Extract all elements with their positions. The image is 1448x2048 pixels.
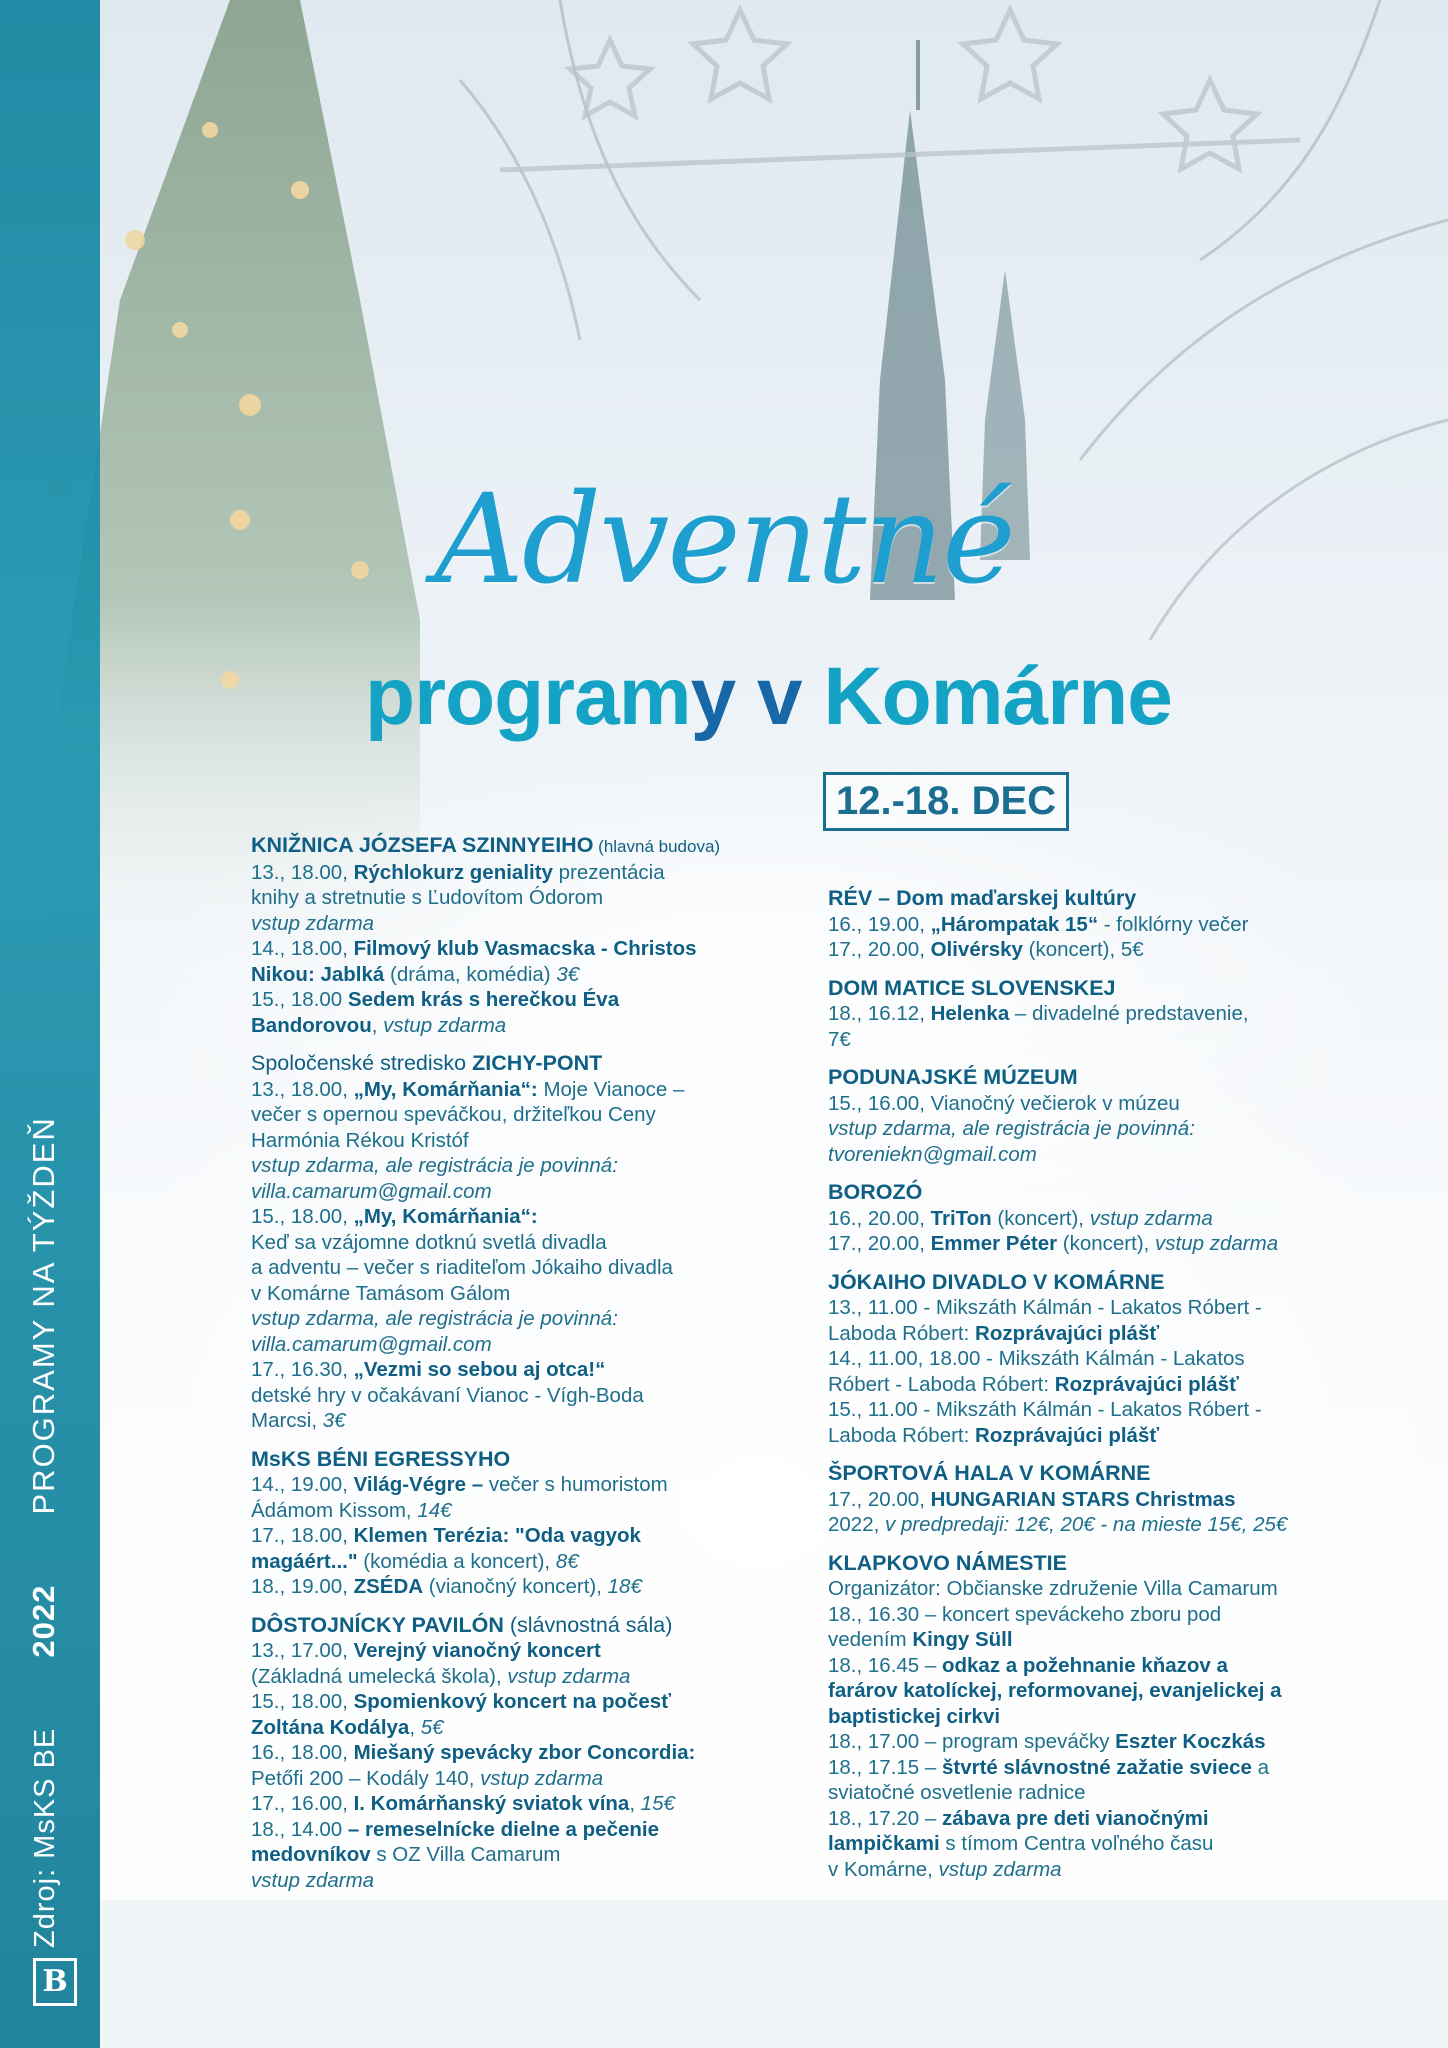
event-text: s tímom Centra voľného času	[939, 1832, 1214, 1855]
event-title: Rýchlokurz geniality	[353, 860, 553, 884]
event-line	[828, 1116, 1348, 1142]
venue-name: BOROZÓ	[828, 1180, 923, 1204]
event-line	[251, 1791, 791, 1817]
event-text: 14., 19.00,	[251, 1473, 354, 1496]
event-title: odkaz a požehnanie kňazov a	[941, 1653, 1228, 1677]
venue-block	[251, 1051, 791, 1434]
venue-block	[828, 1461, 1348, 1538]
event-text: Laboda Róbert:	[828, 1423, 976, 1447]
event-note: vstup zdarma	[938, 1857, 1062, 1881]
event-text: vedením	[828, 1628, 913, 1651]
event-line	[251, 1153, 791, 1179]
event-line	[828, 1001, 1348, 1027]
event-text: ,	[371, 1013, 384, 1037]
msks-logo: B	[33, 1958, 77, 2006]
event-line	[251, 1549, 791, 1575]
venue-name: KNIŽNICA JÓZSEFA SZINNYEIHO	[251, 833, 594, 857]
event-note: vstup zdarma, ale registrácia je povinná:	[251, 1307, 618, 1330]
event-line	[251, 1689, 791, 1715]
venue-block	[828, 886, 1348, 963]
event-text: Moje Vianoce –	[537, 1077, 685, 1101]
event-title: medovníkov	[251, 1843, 371, 1866]
subtitle-part: Komárne	[823, 651, 1172, 742]
event-text: 2022,	[828, 1513, 885, 1536]
venue-name: MsKS BÉNI EGRESSYHO	[251, 1446, 511, 1471]
event-title: štvrté slávnostné zažatie sviece	[941, 1755, 1252, 1779]
event-note: vstup zdarma, ale registrácia je povinná:	[251, 1154, 618, 1177]
event-line	[828, 1295, 1348, 1321]
event-text: 18., 16.30 – koncert speváckeho zboru pod	[828, 1602, 1222, 1626]
event-text: 17., 16.00,	[251, 1792, 354, 1815]
event-text: 16., 18.00,	[251, 1741, 354, 1764]
event-line	[828, 1423, 1348, 1449]
event-line	[828, 1678, 1348, 1704]
event-note: 15€	[640, 1792, 675, 1815]
event-note: 3€	[556, 962, 580, 986]
event-text: 18., 17.20 –	[828, 1806, 942, 1830]
event-title: farárov katolíckej, reformovanej, evanjelickej a	[828, 1679, 1282, 1702]
event-line	[828, 1602, 1348, 1628]
event-line	[251, 1638, 791, 1664]
venue-heading-prefix: Spoločenské stredisko	[251, 1051, 473, 1075]
venue-block	[251, 1613, 791, 1894]
event-line	[251, 1472, 791, 1498]
event-note: 5€	[420, 1715, 444, 1739]
event-text: 15., 16.00, Vianočný večierok v múzeu	[828, 1091, 1180, 1115]
event-note: villa.camarum@gmail.com	[251, 1332, 492, 1356]
event-title: Világ-Végre –	[353, 1473, 484, 1496]
event-text: (koncert),	[1057, 1232, 1156, 1255]
event-line	[828, 1397, 1348, 1423]
event-line	[828, 1653, 1348, 1679]
event-line	[828, 1576, 1348, 1602]
event-line	[251, 1281, 791, 1307]
event-text: večer s humoristom	[483, 1473, 668, 1496]
event-note: vstup zdarma	[383, 1013, 507, 1037]
event-title: Nikou: Jablká	[251, 962, 385, 986]
event-title: „My, Komárňania“:	[353, 1077, 538, 1101]
event-text: ,	[409, 1715, 421, 1739]
event-line	[828, 1831, 1348, 1857]
event-line	[828, 1627, 1348, 1653]
event-text: 15., 11.00 - Mikszáth Kálmán - Lakatos Róbert -	[828, 1398, 1262, 1421]
event-line	[828, 1321, 1348, 1347]
event-text: v Komárne,	[828, 1857, 939, 1881]
event-line	[251, 1204, 791, 1230]
event-title: I. Komárňanský sviatok vína	[353, 1792, 630, 1815]
event-text: 17., 20.00,	[828, 938, 931, 961]
event-title: Rozprávajúci plášť	[975, 1423, 1160, 1447]
event-text: (Základná umelecká škola),	[251, 1664, 508, 1688]
venue-heading	[251, 833, 791, 860]
event-title: zábava pre deti vianočnými	[941, 1806, 1209, 1830]
event-text: 16., 19.00,	[828, 912, 931, 936]
event-text: 18., 17.15 –	[828, 1755, 942, 1779]
year-label: 2022	[26, 1584, 61, 1658]
event-line	[251, 962, 791, 988]
subtitle-part: program	[365, 651, 691, 742]
event-text: sviatočné osvetlenie radnice	[828, 1781, 1086, 1804]
event-title: ZSÉDA	[353, 1575, 424, 1598]
event-line	[828, 1142, 1348, 1168]
event-title: – remeselnícke dielne a pečenie	[347, 1817, 659, 1841]
event-line	[251, 1013, 791, 1039]
event-line	[251, 1715, 791, 1741]
event-line	[251, 1664, 791, 1690]
event-line	[251, 987, 791, 1013]
venue-name: RÉV – Dom maďarskej kultúry	[828, 886, 1137, 910]
event-text: Organizátor: Občianske združenie Villa Camarum	[828, 1577, 1278, 1600]
event-text: 13., 18.00,	[251, 860, 354, 884]
event-title: Spomienkový koncert na počesť	[353, 1690, 672, 1713]
date-range-box: 12.-18. DEC	[823, 772, 1069, 831]
event-title: Helenka	[930, 1002, 1010, 1025]
event-text: večer s opernou speváčkou, držiteľkou Ceny	[251, 1103, 656, 1126]
event-title: lampičkami	[828, 1832, 940, 1855]
sidebar-caption	[26, 1116, 62, 1948]
event-line	[828, 1027, 1348, 1053]
event-text: 18., 19.00,	[251, 1575, 354, 1598]
event-line	[828, 1780, 1348, 1806]
venue-block	[828, 976, 1348, 1053]
event-text: Laboda Róbert:	[828, 1321, 976, 1345]
event-text: ,	[629, 1792, 641, 1815]
event-text: v Komárne Tamásom Gálom	[251, 1281, 511, 1305]
event-text: 15., 18.00,	[251, 1205, 354, 1228]
event-line	[251, 885, 791, 911]
event-text: 18., 16.45 –	[828, 1653, 942, 1677]
left-column	[251, 833, 791, 1906]
event-note: vstup zdarma	[1155, 1232, 1279, 1255]
event-title: Klemen Terézia: "Oda vagyok	[353, 1524, 641, 1547]
event-text: 13., 11.00 - Mikszáth Kálmán - Lakatos Róbert -	[828, 1296, 1262, 1319]
event-title: HUNGARIAN STARS Christmas	[930, 1487, 1236, 1511]
venue-name: DOM MATICE SLOVENSKEJ	[828, 975, 1116, 1000]
event-text: (komédia a koncert),	[357, 1549, 556, 1573]
venue-name: KLAPKOVO NÁMESTIE	[828, 1550, 1067, 1575]
event-line	[828, 1231, 1348, 1257]
event-line	[251, 1408, 791, 1434]
right-column	[828, 886, 1348, 1895]
venue-note: (hlavná budova)	[593, 837, 721, 856]
event-title: Filmový klub Vasmacska - Christos	[353, 937, 697, 960]
venue-heading	[828, 1551, 1348, 1577]
event-text: 18., 17.00 – program speváčky	[828, 1730, 1116, 1753]
event-text: 17., 20.00,	[828, 1232, 931, 1255]
event-note: vstup zdarma, ale registrácia je povinná:	[828, 1117, 1195, 1140]
event-line	[251, 860, 791, 886]
event-line	[828, 1857, 1348, 1883]
event-text: 13., 17.00,	[251, 1639, 354, 1662]
venue-heading	[828, 1270, 1348, 1296]
event-text: (koncert),	[991, 1206, 1090, 1230]
event-text: 16., 20.00,	[828, 1206, 931, 1230]
venue-block	[828, 1065, 1348, 1167]
event-text: 17., 20.00,	[828, 1487, 931, 1511]
venue-name: PODUNAJSKÉ MÚZEUM	[828, 1065, 1078, 1089]
event-title: Bandorovou	[251, 1013, 372, 1037]
event-text: prezentácia	[552, 860, 665, 884]
event-line	[828, 912, 1348, 938]
venue-name: ZICHY-PONT	[472, 1051, 603, 1075]
event-line	[251, 1077, 791, 1103]
weekly-programs-label: PROGRAMY NA TÝŽDEŇ	[26, 1116, 61, 1515]
event-text: 15., 18.00	[251, 988, 348, 1011]
event-text: 18., 14.00	[251, 1817, 348, 1841]
event-line	[251, 1128, 791, 1154]
event-line	[251, 1332, 791, 1358]
event-line	[251, 1574, 791, 1600]
event-line	[251, 1766, 791, 1792]
event-line	[828, 1487, 1348, 1513]
event-text: 18., 16.12,	[828, 1002, 931, 1025]
venue-block	[251, 1447, 791, 1600]
event-note: v predpredaji: 12€, 20€ - na mieste 15€, 25€	[885, 1513, 1288, 1536]
event-line	[251, 1868, 791, 1894]
event-text: Ádámom Kissom,	[251, 1498, 418, 1522]
event-text: 13., 18.00,	[251, 1077, 354, 1101]
event-note: 14€	[417, 1498, 452, 1522]
event-line	[251, 1357, 791, 1383]
event-title: Zoltána Kodálya	[251, 1715, 410, 1739]
venue-heading	[828, 976, 1348, 1002]
event-text: (koncert), 5€	[1022, 938, 1144, 961]
event-line	[251, 1230, 791, 1256]
event-line	[828, 1206, 1348, 1232]
title-script: Adventné	[434, 468, 1014, 612]
event-title: Kingy Süll	[912, 1628, 1013, 1651]
event-title: Emmer Péter	[930, 1232, 1058, 1255]
event-text: detské hry v očakávaní Vianoc - Vígh-Boda	[251, 1383, 644, 1407]
venue-block	[828, 1180, 1348, 1257]
event-line	[251, 1102, 791, 1128]
venue-name: ŠPORTOVÁ HALA V KOMÁRNE	[828, 1461, 1151, 1485]
event-title: „Vezmi so sebou aj otca!“	[353, 1358, 606, 1381]
event-text: 17., 16.30,	[251, 1358, 354, 1381]
event-line	[828, 1729, 1348, 1755]
event-line	[828, 1091, 1348, 1117]
event-text: 7€	[828, 1027, 851, 1051]
event-text: Marcsi,	[251, 1409, 323, 1432]
event-line	[251, 1817, 791, 1843]
event-line	[251, 1740, 791, 1766]
event-title: Rozprávajúci plášť	[975, 1321, 1160, 1345]
event-text: Róbert - Laboda Róbert:	[828, 1372, 1055, 1396]
event-note: villa.camarum@gmail.com	[251, 1179, 492, 1203]
event-text: – divadelné predstavenie,	[1009, 1002, 1249, 1025]
event-title: baptistickej cirkvi	[828, 1704, 1001, 1728]
event-line	[251, 1383, 791, 1409]
event-line	[251, 1179, 791, 1205]
event-text: Keď sa vzájomne dotknú svetlá divadla	[251, 1230, 607, 1254]
event-title: Eszter Koczkás	[1115, 1730, 1266, 1753]
event-line	[828, 1806, 1348, 1832]
event-line	[251, 936, 791, 962]
event-text: 14., 11.00, 18.00 - Mikszáth Kálmán - Lakatos	[828, 1347, 1245, 1370]
event-title: TriTon	[930, 1206, 992, 1230]
event-text: - folklórny večer	[1098, 912, 1249, 936]
event-text: Petőfi 200 – Kodály 140,	[251, 1766, 481, 1790]
event-line	[251, 1255, 791, 1281]
event-text: Harmónia Rékou Kristóf	[251, 1128, 469, 1152]
event-line	[828, 1512, 1348, 1538]
event-note: vstup zdarma	[251, 911, 375, 935]
event-note: vstup zdarma	[1089, 1206, 1213, 1230]
event-line	[251, 1523, 791, 1549]
event-text: a	[1251, 1755, 1270, 1779]
venue-block	[828, 1551, 1348, 1883]
event-text: (dráma, komédia)	[384, 962, 557, 986]
event-text: 17., 18.00,	[251, 1524, 354, 1547]
venue-name: JÓKAIHO DIVADLO V KOMÁRNE	[828, 1269, 1165, 1294]
event-text: 14., 18.00,	[251, 937, 354, 960]
event-title: Rozprávajúci plášť	[1054, 1372, 1239, 1396]
venue-name: DÔSTOJNÍCKY PAVILÓN	[251, 1612, 504, 1637]
event-line	[828, 1372, 1348, 1398]
event-note: vstup zdarma	[507, 1664, 631, 1688]
event-line	[251, 1842, 791, 1868]
event-title: Miešaný spevácky zbor Concordia:	[353, 1741, 696, 1764]
event-text: a adventu – večer s riaditeľom Jókaiho divadla	[251, 1256, 673, 1279]
event-note: 3€	[322, 1409, 346, 1432]
event-title: „My, Komárňania“:	[353, 1205, 538, 1228]
subtitle-part: y v	[690, 651, 824, 742]
event-note: 18€	[607, 1575, 642, 1598]
event-line	[251, 911, 791, 937]
venue-heading	[251, 1051, 791, 1077]
venue-heading	[251, 1447, 791, 1473]
event-line	[828, 1704, 1348, 1730]
event-line	[251, 1306, 791, 1332]
event-line	[828, 937, 1348, 963]
event-note: tvoreniekn@gmail.com	[828, 1142, 1037, 1166]
event-title: Sedem krás s herečkou Éva	[347, 988, 620, 1011]
sidebar-text	[20, 948, 80, 1948]
event-text: knihy a stretnutie s Ľudovítom Ódorom	[251, 886, 604, 909]
event-line	[828, 1755, 1348, 1781]
venue-heading	[251, 1613, 791, 1639]
venue-note: (slávnostná sála)	[503, 1612, 673, 1637]
event-text: 15., 18.00,	[251, 1690, 354, 1713]
event-text: s OZ Villa Camarum	[370, 1843, 561, 1866]
event-note: 8€	[555, 1549, 579, 1573]
event-title: magáért..."	[251, 1549, 358, 1573]
event-title: Verejný vianočný koncert	[353, 1639, 601, 1662]
event-title: Olivérsky	[930, 938, 1023, 961]
title-subtitle	[365, 650, 1172, 744]
venue-block	[251, 833, 791, 1038]
event-title: „Hárompatak 15“	[930, 912, 1099, 936]
venue-heading	[828, 1065, 1348, 1091]
event-note: vstup zdarma	[251, 1868, 375, 1892]
event-note: vstup zdarma	[480, 1766, 604, 1790]
venue-heading	[828, 886, 1348, 912]
event-line	[251, 1498, 791, 1524]
source-label: Zdroj: MsKS BE	[29, 1727, 61, 1948]
event-text: (vianočný koncert),	[423, 1575, 608, 1598]
venue-block	[828, 1270, 1348, 1449]
event-line	[828, 1346, 1348, 1372]
venue-heading	[828, 1180, 1348, 1206]
venue-heading	[828, 1461, 1348, 1487]
